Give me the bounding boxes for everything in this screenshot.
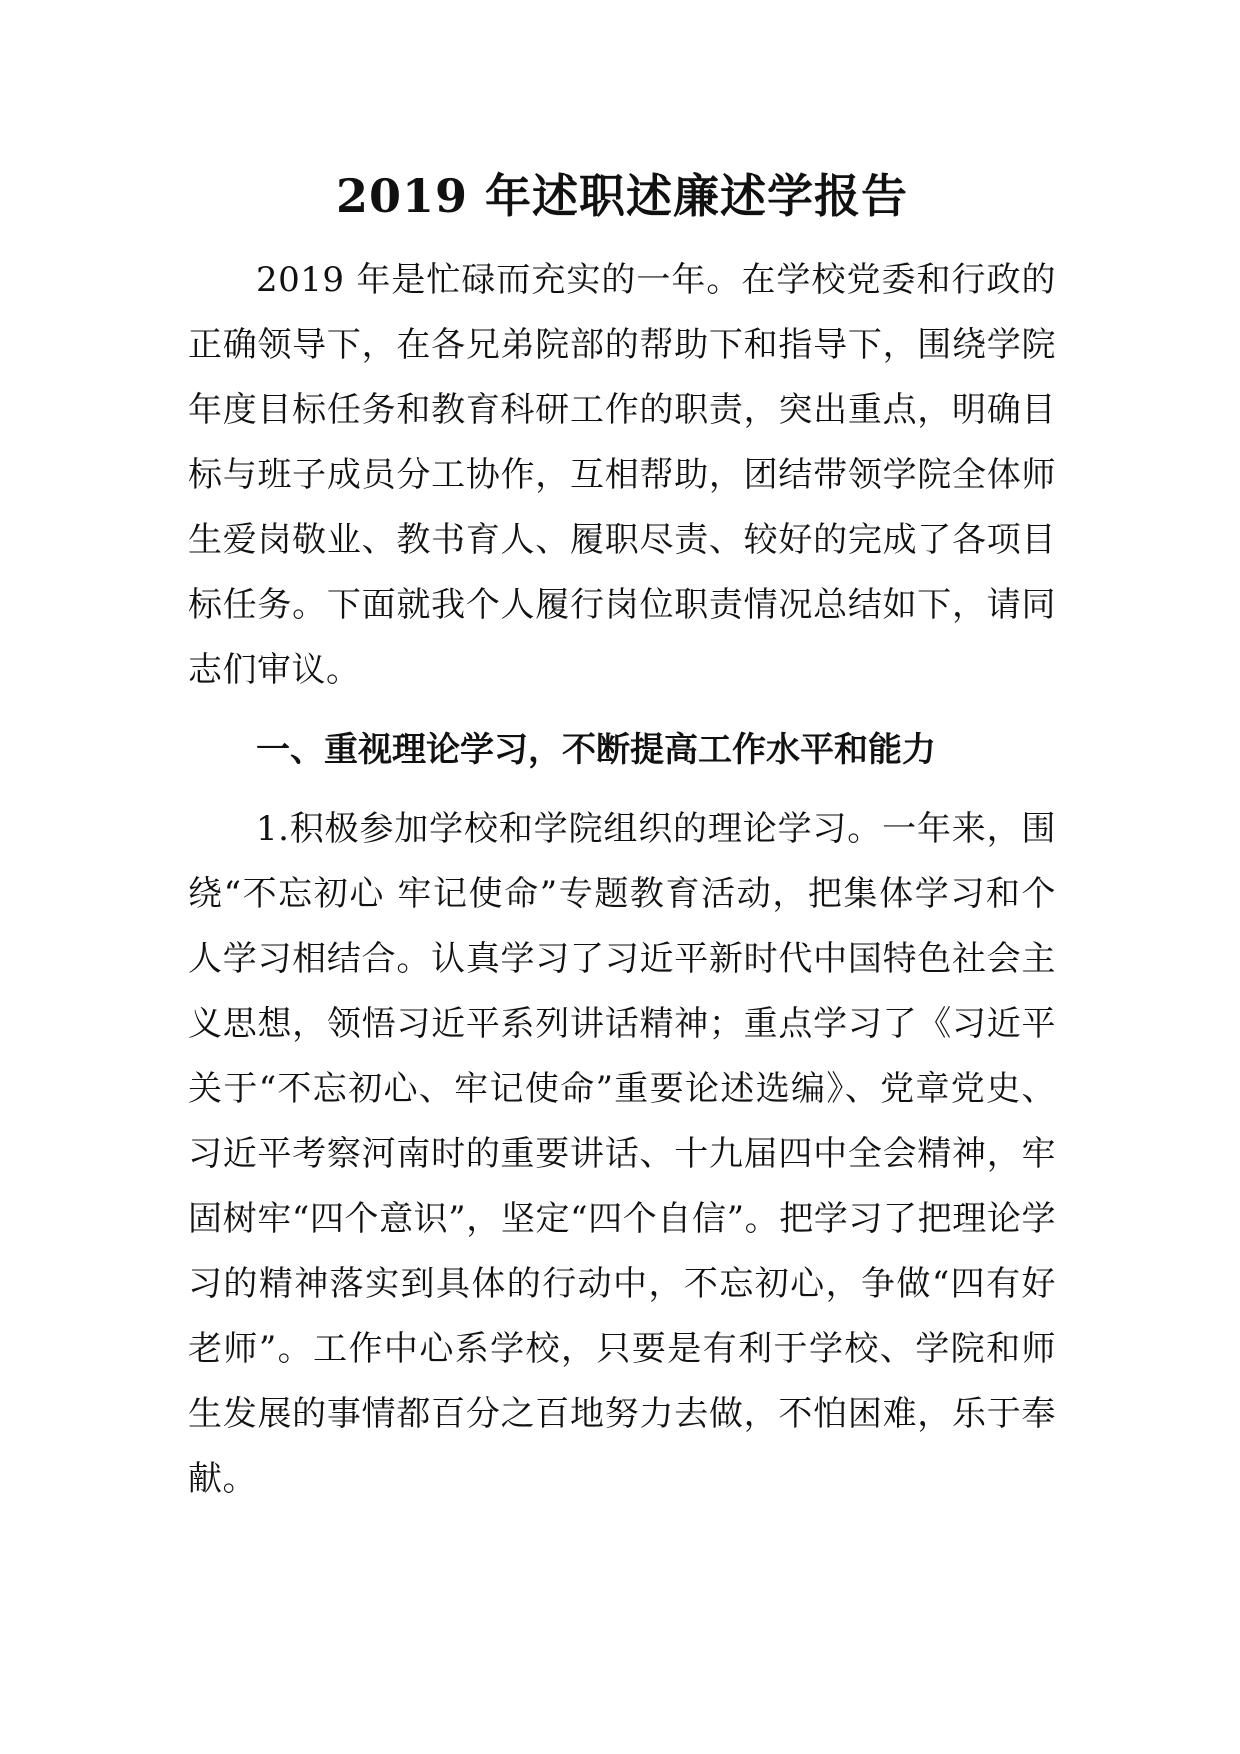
document-title: 2019 年述职述廉述学报告: [335, 169, 909, 223]
section-heading: 一、重视理论学习，不断提高工作水平和能力: [256, 730, 936, 770]
intro-paragraph: 2019 年是忙碌而充实的一年。在学校党委和行政的正确领导下，在各兄弟院部的帮助下和指导下，围绕学院年度目标任务和教育科研工作的职责，突出重点，明确目标与班子成员分工协作，互相帮助，团结带领学院全体师生爱岗敬业、教书育人、履职尽责、较好的完成了各项目标任务。下面就我个人履行岗位职责情况总结如下，请同志们审议。: [188, 260, 1056, 690]
document-page: [188, 160, 1056, 1512]
section-paragraph: 1.积极参加学校和学院组织的理论学习。一年来，围绕“不忘初心 牢记使命”专题教育活动，把集体学习和个人学习相结合。认真学习了习近平新时代中国特色社会主义思想，领悟习近平系列讲话精神；重点学习了《习近平关于“不忘初心、牢记使命”重要论述选编》、党章党史、习近平考察河南时的重要讲话、十九届四中全会精神，牢固树牢“四个意识”，坚定“四个自信”。把学习了把理论学习的精神落实到具体的行动中，不忘初心，争做“四有好老师”。工作中心系学校，只要是有利于学校、学院和师生发展的事情都百分之百地努力去做，不怕困难，乐于奉献。: [188, 809, 1056, 1499]
